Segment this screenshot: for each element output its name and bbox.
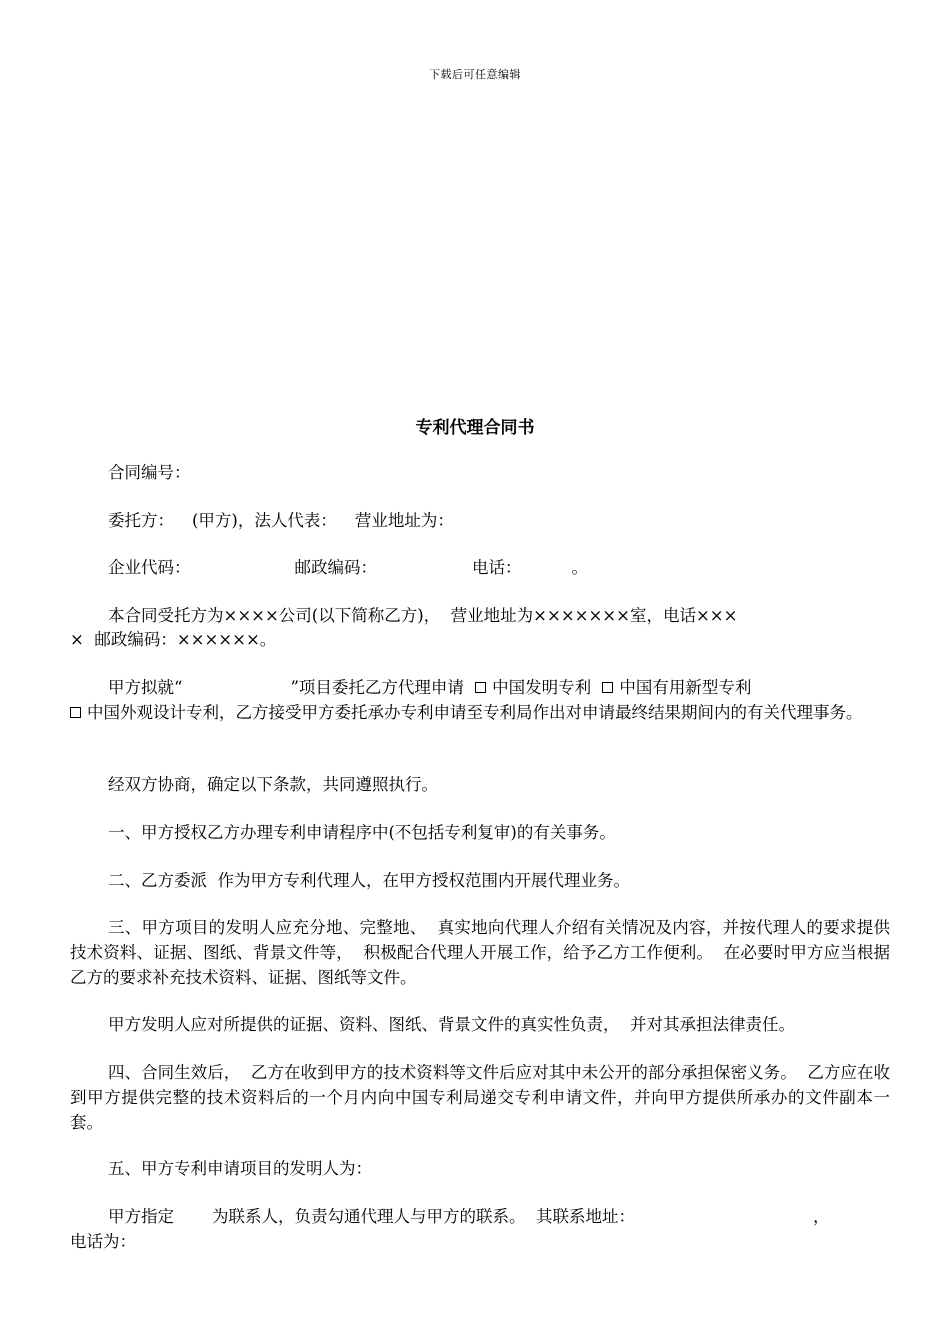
agent-intro-paragraph: [70, 603, 890, 628]
contract-number-label: 合同编号：: [108, 463, 191, 482]
entrust-paragraph: [70, 675, 890, 700]
option-invention-label: 中国发明专利: [492, 678, 592, 697]
postal-code-label: 邮政编码：: [294, 558, 377, 577]
codes-line: [70, 555, 890, 580]
agent-intro-paragraph-cont: [70, 627, 890, 652]
clause-5: 五、甲方专利申请项目的发明人为：: [108, 1159, 372, 1178]
agent-intro-line1: 本合同受托方为××××公司(以下简称乙方)， 营业地址为×××××××室，电话×××: [108, 606, 738, 625]
clause-1: 一、甲方授权乙方办理专利申请程序中(不包括专利复审)的有关事务。: [108, 823, 616, 842]
enterprise-code-label: 企业代码：: [108, 558, 191, 577]
agreement-paragraph: 经双方协商，确定以下条款，共同遵照执行。: [108, 775, 438, 794]
clause-3: 三、甲方项目的发明人应充分地、完整地、 真实地向代理人介绍有关情况及内容，并按代理人的要求提供技术资料、证据、图纸、背景文件等， 积极配合代理人开展工作，给予乙方工作便利。 在必要时甲方应当根据乙方的要求补充技术资料、证据、图纸等文件。: [70, 918, 890, 987]
contact-comma: ，: [813, 1207, 830, 1226]
contact-paragraph-cont: [70, 1229, 890, 1254]
contact-prefix: 甲方指定: [108, 1207, 174, 1226]
contact-paragraph: [70, 1204, 890, 1229]
entrust-prefix: 甲方拟就“: [108, 678, 183, 697]
checkbox-invention[interactable]: [475, 682, 486, 693]
option-design-label: 中国外观设计专利，乙方接受甲方委托承办专利申请至专利局作出对申请最终结果期间内的有关代理事务。: [87, 703, 863, 722]
codes-end-mark: 。: [571, 558, 588, 577]
contact-middle: 为联系人，负责勾通代理人与甲方的联系。 其联系地址：: [212, 1207, 635, 1226]
checkbox-utility[interactable]: [602, 682, 613, 693]
client-address-label: 营业地址为：: [354, 511, 454, 530]
client-party-label: 委托方：: [108, 511, 174, 530]
clause-3b: 甲方发明人应对所提供的证据、资料、图纸、背景文件的真实性负责， 并对其承担法律责任。: [108, 1015, 795, 1034]
phone-label: 电话：: [472, 558, 522, 577]
client-party-role: (甲方)，法人代表：: [192, 511, 337, 530]
entrust-paragraph-cont: [70, 700, 890, 725]
header-note: 下载后可任意编辑: [429, 68, 521, 81]
checkbox-design[interactable]: [70, 707, 81, 718]
option-utility-label: 中国有用新型专利: [619, 678, 752, 697]
client-line: [70, 508, 890, 533]
contract-number-line: [70, 460, 890, 485]
entrust-middle: ”项目委托乙方代理申请: [290, 678, 464, 697]
document-title: 专利代理合同书: [415, 418, 535, 438]
agent-intro-line2: × 邮政编码：××××××。: [70, 630, 277, 649]
clause-2: 二、乙方委派 作为甲方专利代理人，在甲方授权范围内开展代理业务。: [108, 871, 630, 890]
clause-4: 四、合同生效后， 乙方在收到甲方的技术资料等文件后应对其中未公开的部分承担保密义务。 乙方应在收到甲方提供完整的技术资料后的一个月内向中国专利局递交专利申请文件，并向甲方提供所承办的文件副本一套。: [70, 1063, 890, 1132]
contact-phone-label: 电话为：: [70, 1232, 136, 1251]
